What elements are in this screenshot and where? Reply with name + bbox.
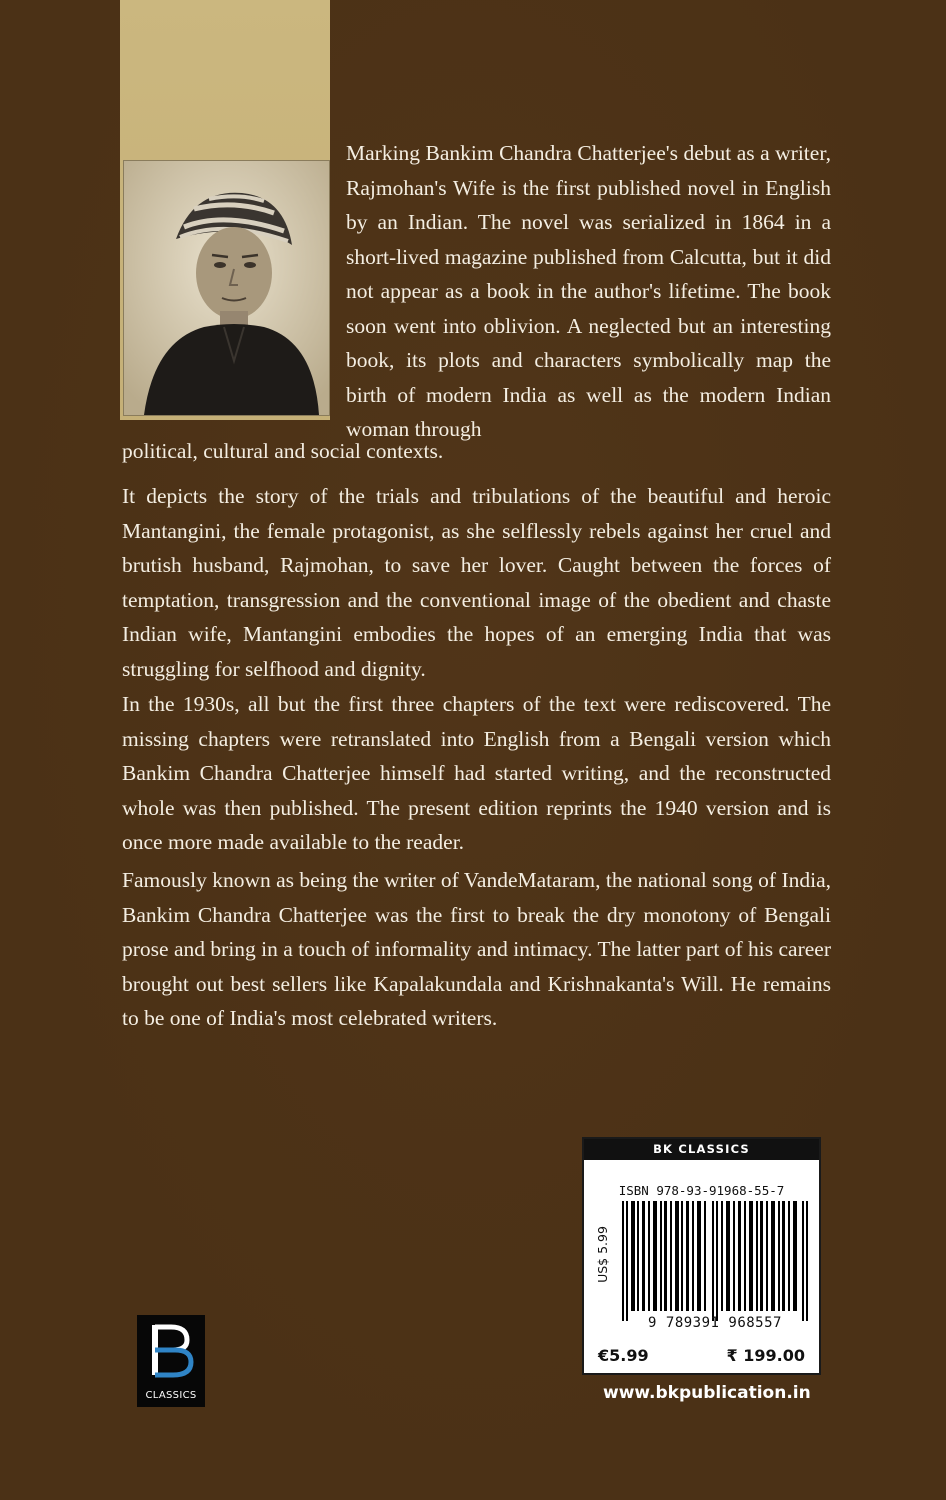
price-inr: ₹ 199.00 bbox=[726, 1346, 805, 1365]
barcode-icon bbox=[620, 1201, 810, 1321]
barcode-digits: 9 789391 968557 bbox=[648, 1315, 782, 1331]
usd-price: US$ 5.99 bbox=[594, 1226, 610, 1283]
price-eur: €5.99 bbox=[598, 1346, 649, 1365]
paragraph-3: In the 1930s, all but the first three chapters of the text were rediscovered. The missing chapters were retranslated into English from a Bengali version which Bankim Chandra Chatterjee himself had started writing, and the reconstructed whole was then published. The present edition reprints the 1940 version and is once more made available to the reader. bbox=[122, 692, 831, 854]
barcode-header: BK CLASSICS bbox=[584, 1139, 819, 1160]
bk-logo-icon bbox=[137, 1315, 205, 1385]
logo-label: CLASSICS bbox=[145, 1390, 197, 1401]
publisher-logo bbox=[137, 1315, 205, 1407]
paragraph-1-full-width: political, cultural and social contexts. bbox=[122, 439, 444, 463]
author-portrait bbox=[123, 160, 330, 416]
paragraph-2: It depicts the story of the trials and tribulations of the beautiful and heroic Mantangini, the female protagonist, as she selflessly rebels against her cruel and brutish husband, Rajmohan, to save her lover. Caught between the forces of temptation, transgression and the conventional image of the obedient and chaste Indian wife, Mantangini embodies the hopes of an emerging India that was struggling for selfhood and dignity. bbox=[122, 484, 831, 681]
paragraph-4: Famously known as being the writer of VandeMataram, the national song of India, Bankim Chandra Chatterjee was the first to break the dry monotony of Bengali prose and bring in a touch of informality and intimacy. The latter part of his career brought out best sellers like Kapalakundala and Krishnakanta's Will. He remains to be one of India's most celebrated writers. bbox=[122, 868, 831, 1030]
paragraph-1-beside-photo: Marking Bankim Chandra Chatterjee's debut as a writer, Rajmohan's Wife is the first published novel in English by an Indian. The novel was serialized in 1864 in a short-lived magazine published from Calcutta, but it did not appear as a book in the author's lifetime. The book soon went into oblivion. A neglected but an interesting book, its plots and characters symbolically map the birth of modern India as well as the modern Indian woman through bbox=[346, 141, 831, 441]
publisher-website: www.bkpublication.in bbox=[603, 1383, 811, 1403]
barcode-box bbox=[582, 1137, 821, 1375]
isbn-label: ISBN 978-93-91968-55-7 bbox=[618, 1183, 785, 1198]
